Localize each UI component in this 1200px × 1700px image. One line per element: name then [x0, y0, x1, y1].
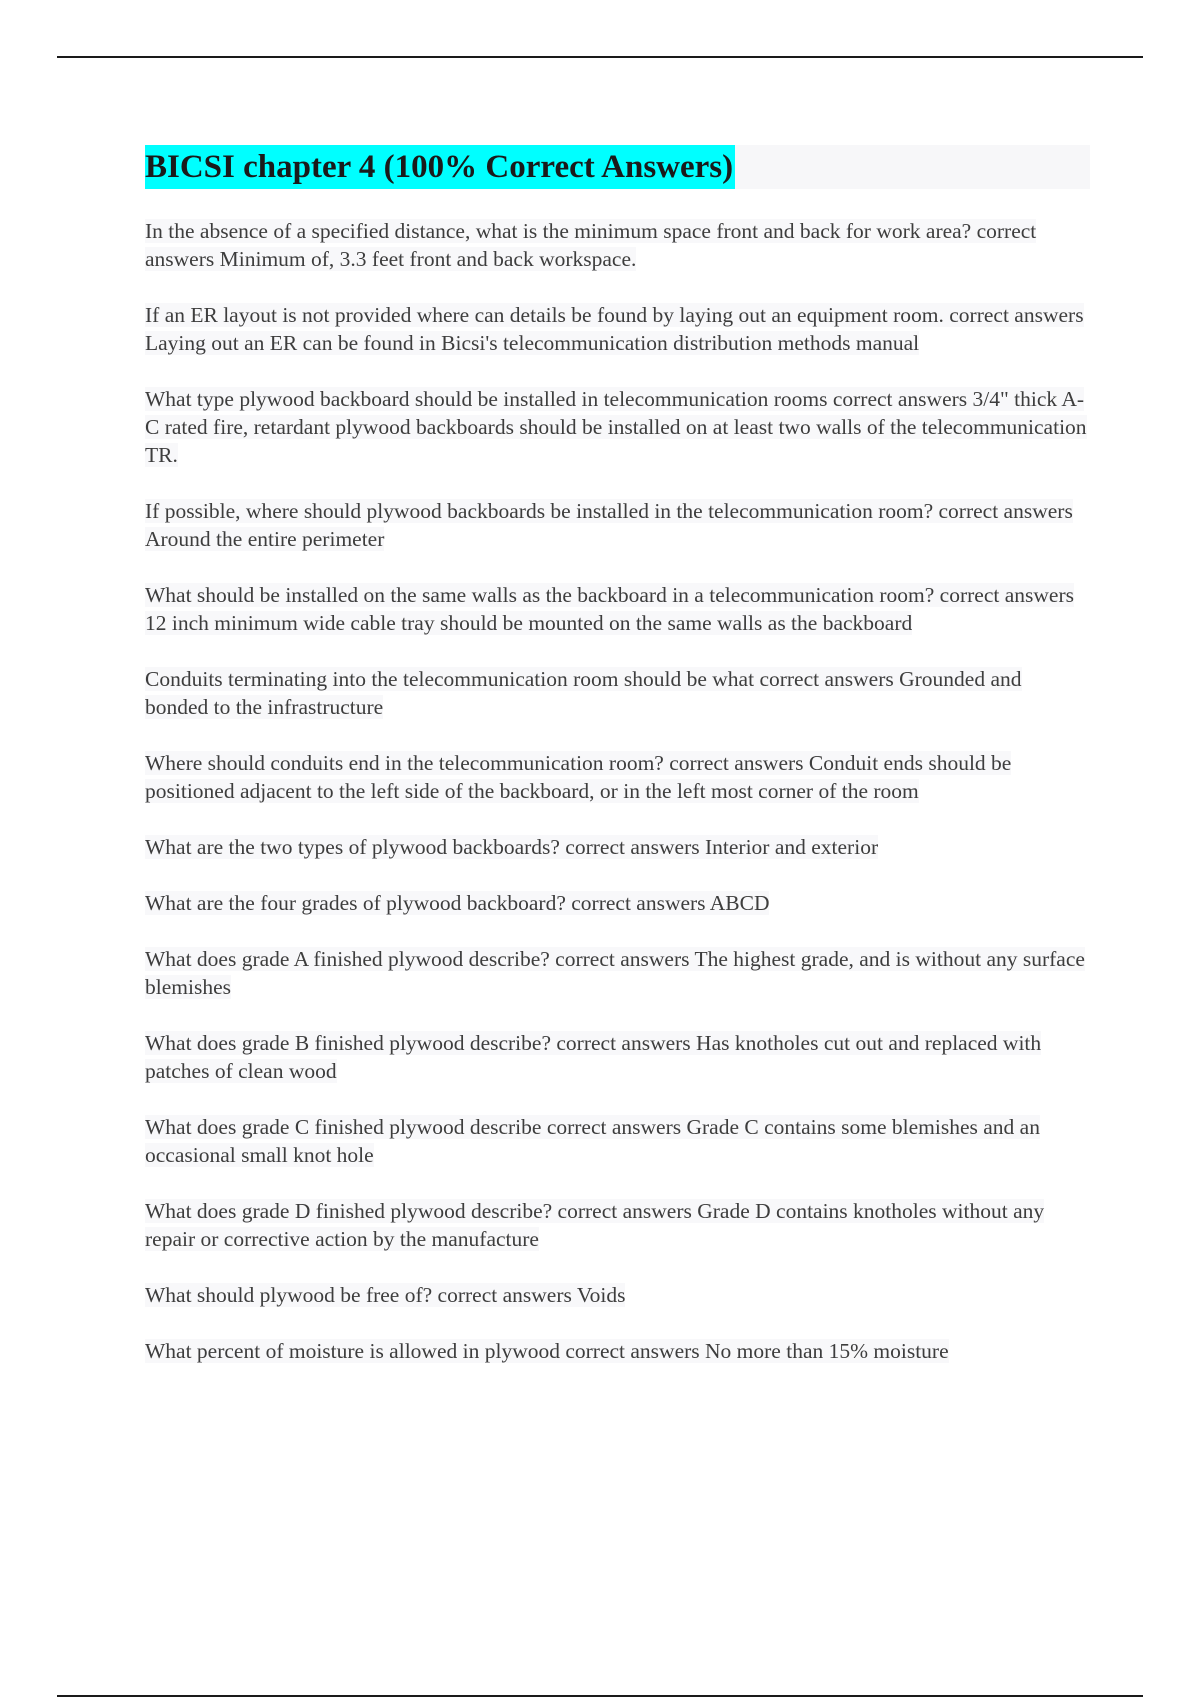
- qa-text: What percent of moisture is allowed in plywood correct answers No more than 15% moisture: [145, 1339, 949, 1363]
- qa-item: [145, 1113, 1090, 1169]
- qa-item: [145, 833, 1090, 861]
- qa-text: In the absence of a specified distance, what is the minimum space front and back for work area? correct answers Minimum of, 3.3 feet front and back workspace.: [145, 219, 1037, 271]
- qa-text: What type plywood backboard should be installed in telecommunication rooms correct answers 3/4" thick A-C rated fire, retardant plywood backboards should be installed on at least two walls of the telecommunication TR.: [145, 387, 1087, 467]
- qa-text: What are the two types of plywood backboards? correct answers Interior and exterior: [145, 835, 879, 859]
- qa-text: What does grade D finished plywood describe? correct answers Grade D contains knotholes without any repair or corrective action by the manufacture: [145, 1199, 1045, 1251]
- qa-text: If an ER layout is not provided where can details be found by laying out an equipment room. correct answers Laying out an ER can be found in Bicsi's telecommunication distribution methods manual: [145, 303, 1084, 355]
- qa-text: What does grade C finished plywood describe correct answers Grade C contains some blemishes and an occasional small knot hole: [145, 1115, 1040, 1167]
- qa-item: [145, 665, 1090, 721]
- qa-item: [145, 301, 1090, 357]
- qa-item: [145, 1029, 1090, 1085]
- qa-text: What should be installed on the same walls as the backboard in a telecommunication room? correct answers 12 inch minimum wide cable tray should be mounted on the same walls as the backboard: [145, 583, 1074, 635]
- qa-text: Conduits terminating into the telecommunication room should be what correct answers Grounded and bonded to the infrastructure: [145, 667, 1022, 719]
- qa-item: [145, 945, 1090, 1001]
- qa-item: [145, 1197, 1090, 1253]
- qa-item: [145, 1337, 1090, 1365]
- qa-text: What does grade A finished plywood describe? correct answers The highest grade, and is without any surface blemishes: [145, 947, 1085, 999]
- qa-item: [145, 1281, 1090, 1309]
- document-body: [145, 145, 1090, 1393]
- qa-item: [145, 217, 1090, 273]
- qa-text: What should plywood be free of? correct answers Voids: [145, 1283, 626, 1307]
- qa-item: [145, 497, 1090, 553]
- top-rule: [57, 56, 1143, 58]
- qa-text: What are the four grades of plywood backboard? correct answers ABCD: [145, 891, 770, 915]
- qa-item: [145, 749, 1090, 805]
- qa-text: If possible, where should plywood backboards be installed in the telecommunication room? correct answers Around the entire perimeter: [145, 499, 1073, 551]
- title-band: [145, 145, 1090, 189]
- bottom-rule: [57, 1695, 1143, 1697]
- document-title: BICSI chapter 4 (100% Correct Answers): [145, 145, 735, 189]
- qa-item: [145, 581, 1090, 637]
- qa-list: [145, 217, 1090, 1365]
- qa-item: [145, 889, 1090, 917]
- qa-item: [145, 385, 1090, 469]
- qa-text: Where should conduits end in the telecommunication room? correct answers Conduit ends should be positioned adjacent to the left side of the backboard, or in the left most corner of the room: [145, 751, 1012, 803]
- qa-text: What does grade B finished plywood describe? correct answers Has knotholes cut out and replaced with patches of clean wood: [145, 1031, 1042, 1083]
